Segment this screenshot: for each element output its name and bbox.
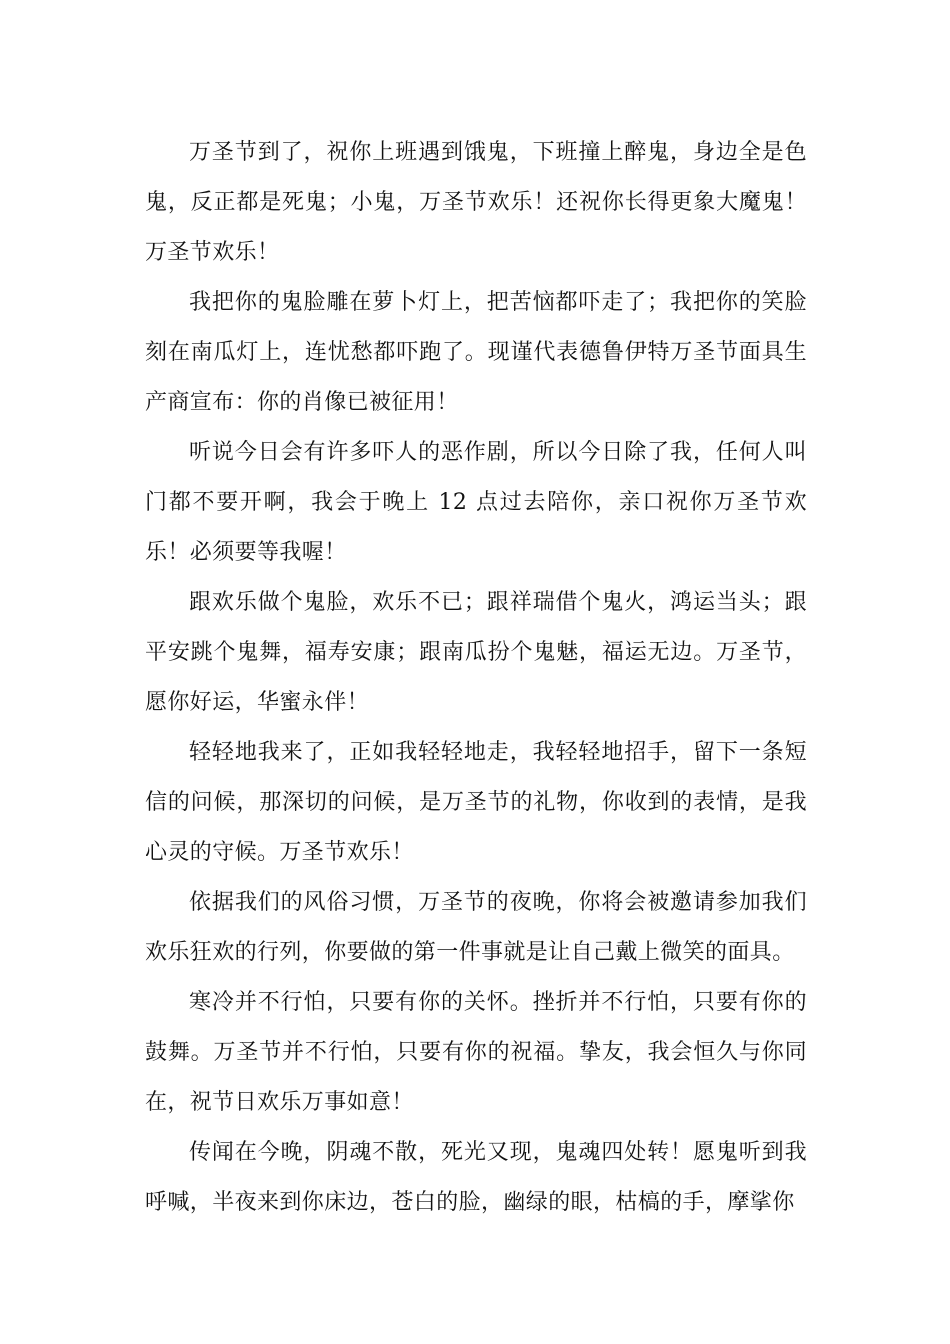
- paragraph-3: 听说今日会有许多吓人的恶作剧，所以今日除了我，任何人叫门都不要开啊，我会于晚上 12 点过去陪你，亲口祝你万圣节欢乐！必须要等我喔！: [145, 440, 807, 565]
- document-body: [145, 128, 807, 1228]
- paragraph-7: 寒冷并不行怕，只要有你的关怀。挫折并不行怕，只要有你的鼓舞。万圣节并不行怕，只要有你的祝福。挚友，我会恒久与你同在，祝节日欢乐万事如意！: [145, 990, 807, 1115]
- paragraph-8: 传闻在今晚，阴魂不散，死光又现，鬼魂四处转！愿鬼听到我呼喊，半夜来到你床边，苍白的脸，幽绿的眼，枯槁的手，摩挲你: [145, 1140, 807, 1215]
- paragraph-6: 依据我们的风俗习惯，万圣节的夜晚，你将会被邀请参加我们欢乐狂欢的行列，你要做的第一件事就是让自己戴上微笑的面具。: [145, 890, 807, 965]
- paragraph-1: 万圣节到了，祝你上班遇到饿鬼，下班撞上醉鬼，身边全是色鬼，反正都是死鬼；小鬼，万圣节欢乐！还祝你长得更象大魔鬼！万圣节欢乐！: [145, 140, 807, 265]
- paragraph-2: 我把你的鬼脸雕在萝卜灯上，把苦恼都吓走了；我把你的笑脸刻在南瓜灯上，连忧愁都吓跑了。现谨代表德鲁伊特万圣节面具生产商宣布：你的肖像已被征用！: [145, 290, 807, 415]
- paragraph-5: 轻轻地我来了，正如我轻轻地走，我轻轻地招手，留下一条短信的问候，那深切的问候，是万圣节的礼物，你收到的表情，是我心灵的守候。万圣节欢乐！: [145, 740, 807, 865]
- paragraph-4: 跟欢乐做个鬼脸，欢乐不已；跟祥瑞借个鬼火，鸿运当头；跟平安跳个鬼舞，福寿安康；跟南瓜扮个鬼魅，福运无边。万圣节，愿你好运，华蜜永伴！: [145, 590, 807, 715]
